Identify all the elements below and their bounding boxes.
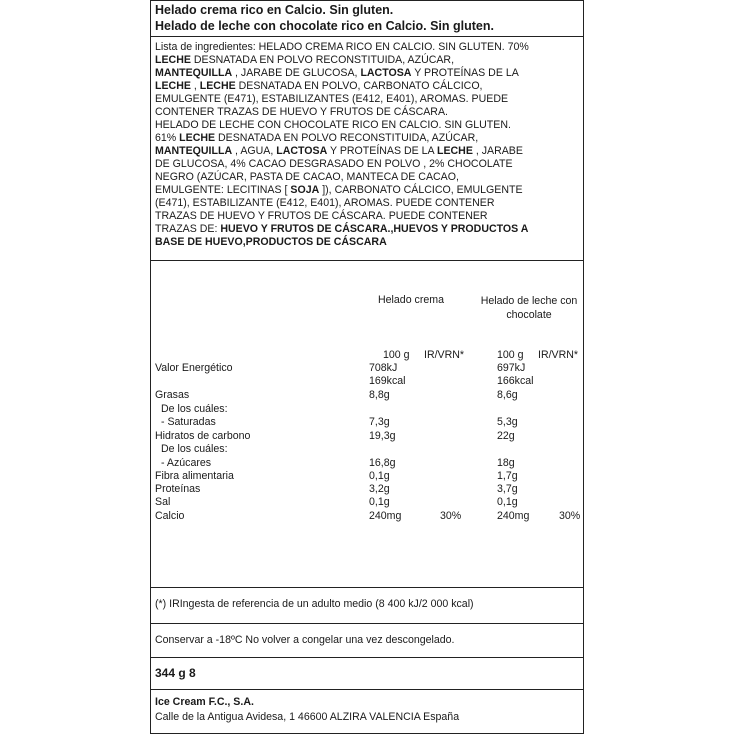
nutrient-label: Proteínas	[155, 483, 201, 495]
ir-footnote: (*) IRIngesta de referencia de un adulto medio (8 400 kJ/2 000 kcal)	[155, 598, 474, 610]
ingredients-line	[155, 119, 579, 132]
ingredients-line	[155, 93, 579, 106]
value-chocolate: 22g	[497, 430, 515, 442]
title-cream: Helado crema rico en Calcio. Sin gluten.	[155, 3, 394, 17]
ingredients-line	[155, 132, 579, 145]
ingredient-text: ]), CARBONATO CÁLCICO, EMULGENTE	[319, 184, 523, 196]
ingredient-text: HELADO DE LECHE CON CHOCOLATE RICO EN CALCIO. SIN GLUTEN.	[155, 119, 511, 131]
nutrition-col1-header: Helado crema	[378, 294, 444, 306]
divider	[151, 260, 583, 261]
allergen-text: MANTEQUILLA	[155, 67, 233, 79]
value-chocolate: 0,1g	[497, 496, 518, 508]
ingredient-text: (E471), ESTABILIZANTE (E412, E401), AROMAS. PUEDE CONTENER	[155, 197, 495, 209]
ingredient-text: Lista de ingredientes: HELADO CREMA RICO EN CALCIO. SIN GLUTEN. 70%	[155, 41, 529, 53]
ingredient-text: Y PROTEÍNAS DE LA	[411, 67, 519, 79]
ingredients-line	[155, 80, 579, 93]
value-cream: 240mg	[369, 510, 402, 522]
ir-header: IR/VRN*	[424, 349, 465, 361]
ingredients-line	[155, 184, 579, 197]
nutrient-label: - Azúcares	[161, 457, 212, 469]
nutrition-col2-header: Helado de leche con chocolate	[480, 295, 578, 321]
ingredient-text: , JARABE	[472, 145, 523, 157]
value-chocolate: 1,7g	[497, 470, 518, 482]
allergen-text: LACTOSA	[360, 67, 412, 79]
ingredient-text: EMULGENTE (E471), ESTABILIZANTES (E412, E401), AROMAS. PUEDE	[155, 93, 509, 105]
allergen-text: LECHE	[155, 54, 191, 66]
ingredient-text: TRAZAS DE HUEVO Y FRUTOS DE CÁSCARA. PUEDE CONTENER	[155, 210, 488, 222]
ingredients-line	[155, 236, 579, 249]
title-chocolate: Helado de leche con chocolate rico en Calcio. Sin gluten.	[155, 19, 494, 33]
ingredient-text: DESNATADA EN POLVO, CARBONATO CÁLCICO,	[235, 80, 483, 92]
ingredients-line	[155, 106, 579, 119]
ingredient-text: CONTENER TRAZAS DE HUEVO Y FRUTOS DE CÁSCARA.	[155, 106, 448, 118]
per-100g-header: 100 g	[383, 349, 410, 361]
value-cream: 0,1g	[369, 470, 390, 482]
nutrient-label: Valor Energético	[155, 362, 233, 374]
nutrient-label: Hidratos de carbono	[155, 430, 251, 442]
value-cream: 708kJ	[369, 362, 398, 374]
ingredient-text: NEGRO (AZÚCAR, PASTA DE CACAO, MANTECA DE CACAO,	[155, 171, 459, 183]
ingredient-text: ,	[190, 80, 200, 92]
value-chocolate: 240mg	[497, 510, 530, 522]
nutrient-label: De los cuáles:	[161, 403, 228, 415]
ingredient-text: DESNATADA EN POLVO RECONSTITUIDA, AZÚCAR,	[215, 132, 479, 144]
ingredient-text: EMULGENTE: LECITINAS [	[155, 184, 291, 196]
value-chocolate: 166kcal	[497, 375, 534, 387]
value-chocolate: 18g	[497, 457, 515, 469]
ingredient-text: 61%	[155, 132, 180, 144]
ingredient-text: TRAZAS DE:	[155, 223, 221, 235]
value-cream: 3,2g	[369, 483, 390, 495]
value-cream: 169kcal	[369, 375, 406, 387]
nutrient-label: Grasas	[155, 389, 190, 401]
nutrient-label: Fibra alimentaria	[155, 470, 234, 482]
ir-cream: 30%	[440, 510, 462, 522]
storage-instructions: Conservar a -18ºC No volver a congelar una vez descongelado.	[155, 634, 455, 646]
ingredient-text: Y PROTEÍNAS DE LA	[327, 145, 437, 157]
product-label-panel	[150, 0, 584, 734]
value-cream: 19,3g	[369, 430, 396, 442]
company-address: Calle de la Antigua Avidesa, 1 46600 ALZIRA VALENCIA España	[155, 711, 460, 723]
allergen-text: LACTOSA	[276, 145, 328, 157]
divider	[151, 689, 583, 690]
ingredient-text: DESNATADA EN POLVO RECONSTITUIDA, AZÚCAR,	[190, 54, 455, 66]
ingredients-line	[155, 145, 579, 158]
ingredients-line	[155, 158, 579, 171]
value-cream: 16,8g	[369, 457, 396, 469]
value-chocolate: 5,3g	[497, 416, 518, 428]
company-name: Ice Cream F.C., S.A.	[155, 696, 254, 708]
ingredient-text: , AGUA,	[232, 145, 277, 157]
ingredients-list	[155, 41, 579, 249]
ingredients-line	[155, 67, 579, 80]
nutrient-label: De los cuáles:	[161, 443, 228, 455]
divider	[151, 657, 583, 658]
ingredients-line	[155, 41, 579, 54]
ingredients-line	[155, 210, 579, 223]
allergen-text: HUEVO Y FRUTOS DE CÁSCARA.,HUEVOS Y PRODUCTOS A	[220, 223, 529, 235]
value-chocolate: 3,7g	[497, 483, 518, 495]
allergen-text: LECHE	[155, 80, 191, 92]
value-cream: 8,8g	[369, 389, 390, 401]
divider	[151, 623, 583, 624]
ingredients-line	[155, 223, 579, 236]
value-cream: 0,1g	[369, 496, 390, 508]
ingredients-line	[155, 197, 579, 210]
ingredient-text: DE GLUCOSA, 4% CACAO DESGRASADO EN POLVO , 2% CHOCOLATE	[155, 158, 513, 170]
ir-header: IR/VRN*	[538, 349, 579, 361]
allergen-text: MANTEQUILLA	[155, 145, 233, 157]
divider	[151, 587, 583, 588]
nutrient-label: Sal	[155, 496, 171, 508]
net-quantity: 344 g 8	[155, 666, 196, 680]
allergen-text: SOJA	[290, 184, 320, 196]
allergen-text: LECHE	[179, 132, 216, 144]
value-cream: 7,3g	[369, 416, 390, 428]
divider	[151, 36, 583, 37]
ingredient-text: , JARABE DE GLUCOSA,	[232, 67, 361, 79]
allergen-text: BASE DE HUEVO,PRODUCTOS DE CÁSCARA	[155, 236, 387, 248]
ingredients-line	[155, 54, 579, 67]
allergen-text: LECHE	[199, 80, 236, 92]
nutrient-label: Calcio	[155, 510, 185, 522]
per-100g-header: 100 g	[497, 349, 524, 361]
value-chocolate: 8,6g	[497, 389, 518, 401]
ir-chocolate: 30%	[559, 510, 581, 522]
value-chocolate: 697kJ	[497, 362, 526, 374]
allergen-text: LECHE	[436, 145, 473, 157]
nutrient-label: - Saturadas	[161, 416, 216, 428]
ingredients-line	[155, 171, 579, 184]
